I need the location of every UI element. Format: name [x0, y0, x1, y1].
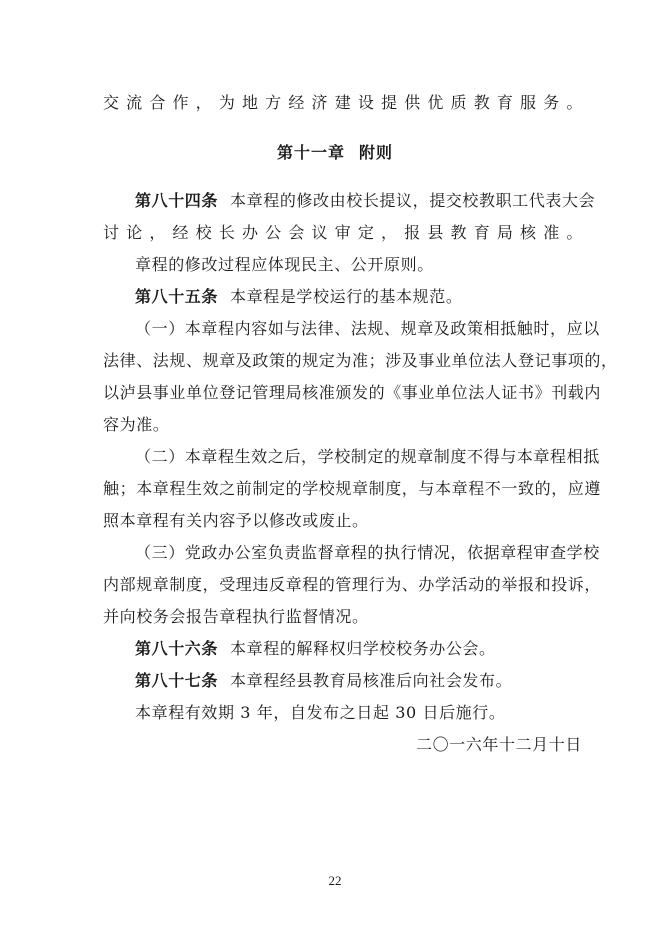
- body-text-line: 内部规章制度，受理违反章程的管理行为、办学活动的举报和投诉，: [103, 575, 602, 594]
- article-text: 本章程的解释权归学校校务办公会。: [230, 639, 496, 658]
- body-text-line: 章程的修改过程应体现民主、公开原则。: [135, 255, 434, 274]
- article-85: [135, 287, 583, 307]
- document-date: 二〇一六年十二月十日: [415, 735, 582, 754]
- article-text: 本章程是学校运行的基本规范。: [230, 287, 463, 306]
- article-number: 第八十四条: [135, 191, 219, 210]
- chapter-number: 第十一章: [276, 143, 345, 162]
- chapter-heading: [0, 143, 670, 163]
- validity-line: 本章程有效期 3 年，自发布之日起 30 日后施行。: [135, 703, 506, 722]
- body-text-line: （一）本章程内容如与法律、法规、规章及政策相抵触时，应以: [135, 319, 600, 338]
- body-text-line: （三）党政办公室负责监督章程的执行情况，依据章程审查学校: [135, 543, 600, 562]
- body-text-line: 容为准。: [103, 415, 170, 434]
- body-text-line: 法律、法规、规章及政策的规定为准；涉及事业单位法人登记事项的，: [103, 351, 618, 370]
- body-text-line: （二）本章程生效之后，学校制定的规章制度不得与本章程相抵: [135, 447, 600, 466]
- body-text-line: 照本章程有关内容予以修改或废止。: [103, 511, 369, 530]
- body-text-line: 以泸县事业单位登记管理局核准颁发的《事业单位法人证书》刊载内: [103, 383, 602, 402]
- article-84: [135, 191, 596, 211]
- page-number: 22: [328, 873, 342, 888]
- article-text: 本章程经县教育局核准后向社会发布。: [230, 671, 513, 690]
- article-87: [135, 671, 583, 691]
- body-text-line: 交流合作，为地方经济建设提供优质教育服务。: [103, 93, 583, 112]
- body-text-line: 讨论，经校长办公会议审定，报县教育局核准。: [103, 223, 583, 242]
- article-number: 第八十七条: [135, 671, 219, 690]
- article-86: [135, 639, 583, 659]
- article-text: 本章程的修改由校长提议，提交校教职工代表大会: [230, 191, 596, 210]
- article-number: 第八十五条: [135, 287, 219, 306]
- body-text-line: 触；本章程生效之前制定的学校规章制度，与本章程不一致的，应遵: [103, 479, 602, 498]
- body-text-line: 并向校务会报告章程执行监督情况。: [103, 607, 369, 626]
- article-number: 第八十六条: [135, 639, 219, 658]
- chapter-title: 附则: [359, 143, 394, 162]
